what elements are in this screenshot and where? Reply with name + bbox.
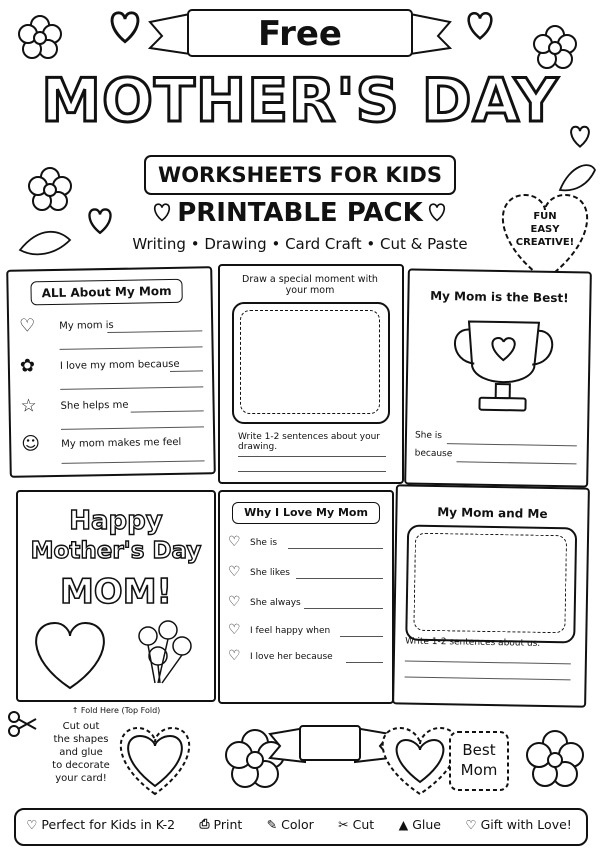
sheet-title: Draw a special moment with your mom bbox=[242, 274, 378, 296]
sheet-title: ALL About My Mom bbox=[30, 279, 182, 306]
worksheet-all-about-my-mom bbox=[6, 266, 216, 478]
drawing-frame bbox=[405, 525, 577, 644]
prompt-label: I love my mom because bbox=[59, 358, 180, 372]
card-line: Mother's Day bbox=[30, 538, 202, 564]
footer-label: Print bbox=[213, 816, 243, 832]
trophy-icon bbox=[447, 311, 559, 423]
tag-line: Mom bbox=[460, 761, 498, 779]
prompt-label: My mom is bbox=[59, 319, 114, 332]
prompt-label: She helps me bbox=[60, 399, 129, 412]
worksheet-mom-and-me bbox=[392, 484, 590, 707]
printer-icon: ⎙ bbox=[199, 816, 210, 831]
flower-icon: ✿ bbox=[19, 355, 36, 377]
fold-line: ↑ Fold Here (Top Fold) bbox=[71, 706, 161, 715]
drawing-caption: Write 1-2 sentences about your drawing. bbox=[238, 432, 380, 452]
free-label: Free bbox=[258, 14, 342, 54]
pack-title: PRINTABLE PACK bbox=[177, 198, 423, 228]
instruction-line: your card! bbox=[55, 773, 107, 784]
prompt-row bbox=[19, 355, 205, 377]
prompt-row bbox=[21, 433, 206, 455]
sheet-title: My Mom is the Best! bbox=[430, 288, 569, 306]
sheet-title: My Mom and Me bbox=[437, 505, 548, 521]
prompt-row bbox=[19, 315, 204, 337]
heart-icon: ♡ bbox=[228, 534, 241, 550]
card-art bbox=[30, 618, 210, 698]
footer-item bbox=[26, 816, 175, 832]
worksheet-mom-is-best bbox=[404, 268, 592, 487]
worksheet-why-i-love bbox=[218, 490, 394, 704]
heart-icon: ♡ bbox=[228, 648, 241, 664]
glue-icon: ▲ bbox=[398, 816, 409, 832]
cutout-shapes bbox=[110, 722, 600, 802]
badge-line: FUN bbox=[533, 211, 557, 222]
drawing-frame bbox=[232, 302, 390, 424]
instruction-line: to decorate bbox=[52, 760, 110, 771]
smiley-icon: ☺ bbox=[21, 433, 41, 455]
heart-icon: ♡ bbox=[465, 816, 477, 832]
prompt-row bbox=[20, 395, 206, 417]
star-icon: ☆ bbox=[20, 395, 37, 417]
prompt-label: She likes bbox=[250, 568, 290, 578]
footer-label: Color bbox=[281, 816, 314, 832]
footer-item bbox=[200, 816, 243, 832]
heart-icon: ♡ bbox=[26, 816, 38, 832]
footer-item bbox=[338, 816, 374, 832]
heart-icon: ♡ bbox=[228, 622, 241, 638]
instruction-line: Cut out bbox=[62, 721, 100, 732]
features-line: Writing • Drawing • Card Craft • Cut & Paste bbox=[132, 235, 468, 253]
page-title: MOTHER'S DAY bbox=[41, 66, 559, 136]
heart-icon: ♡ bbox=[19, 315, 36, 337]
instruction-line: the shapes bbox=[53, 734, 109, 745]
flower-cutout bbox=[527, 731, 583, 786]
worksheet-card bbox=[16, 490, 216, 715]
heart-icon: ♡ bbox=[228, 594, 241, 610]
prompt-label: She always bbox=[250, 598, 301, 608]
best-mom-tag bbox=[450, 740, 508, 780]
footer-label: Cut bbox=[352, 816, 375, 832]
sheet-title: Why I Love My Mom bbox=[232, 502, 380, 524]
best-line: because bbox=[414, 448, 453, 460]
heart-icon: ♡ bbox=[228, 564, 241, 580]
footer-label: Perfect for Kids in K-2 bbox=[41, 816, 176, 832]
footer-items bbox=[14, 816, 584, 832]
footer-label: Gift with Love! bbox=[480, 816, 572, 832]
scissors-icon: ✂ bbox=[338, 816, 349, 832]
tag-line: Best bbox=[462, 741, 496, 759]
best-line: She is bbox=[414, 430, 443, 442]
fun-badge bbox=[510, 210, 580, 249]
pencil-icon: ✎ bbox=[266, 816, 278, 832]
footer-label: Glue bbox=[412, 816, 441, 832]
badge-line: CREATIVE! bbox=[515, 237, 575, 248]
prompt-label: I love her because bbox=[250, 652, 333, 662]
card-line: Happy bbox=[69, 506, 163, 536]
subtitle: WORKSHEETS FOR KIDS bbox=[158, 163, 442, 187]
prompt-label: She is bbox=[250, 538, 278, 548]
card-line: MOM! bbox=[59, 572, 173, 612]
worksheet-draw-moment bbox=[218, 264, 404, 484]
momme-caption: Write 1-2 sentences about us. bbox=[405, 636, 541, 649]
footer-item bbox=[267, 816, 314, 832]
prompt-label: I feel happy when bbox=[250, 626, 331, 636]
instruction-line: and glue bbox=[59, 747, 103, 758]
prompt-label: My mom makes me feel bbox=[61, 436, 182, 450]
footer-item bbox=[399, 816, 441, 832]
footer-item bbox=[465, 816, 571, 832]
badge-line: EASY bbox=[530, 224, 560, 235]
